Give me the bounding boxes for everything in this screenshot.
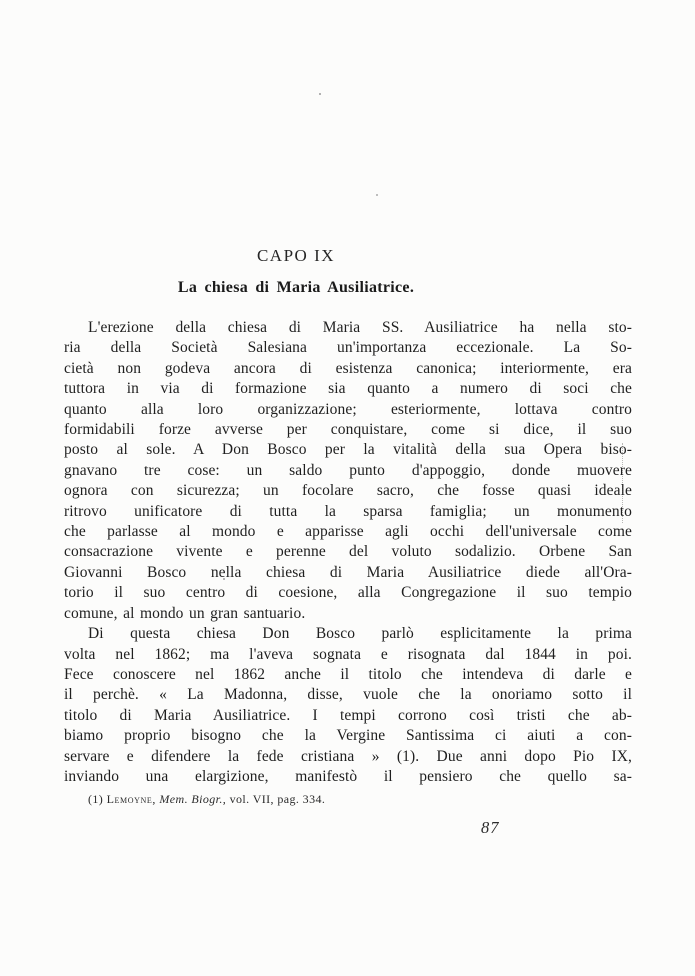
text-line: consacrazione vivente e perenne del voluto sodalizio. Orbene San — [64, 543, 632, 561]
scan-speck-artifact — [319, 93, 321, 95]
text-line: formidabili forze avverse per conquistare, come si dice, il suo — [64, 421, 632, 439]
body-text — [64, 318, 632, 787]
text-line: inviando una elargizione, manifestò il pensiero che quello sa- — [64, 767, 632, 785]
text-line: posto al sole. A Don Bosco per la vitalità della sua Opera biso- — [64, 441, 632, 459]
text-line: biamo proprio bisogno che la Vergine Santissima ci aiuti a con- — [64, 727, 632, 745]
chapter-heading: CAPO IX — [256, 246, 336, 265]
section-title: La chiesa di Maria Ausiliatrice. — [177, 279, 415, 296]
text-line: Giovanni Bosco nella chiesa di Maria Ausiliatrice diede all'Ora- — [64, 563, 632, 581]
text-line: titolo di Maria Ausiliatrice. I tempi corrono così tristi che ab- — [64, 706, 632, 724]
text-line: tuttora in via di formazione sia quanto a numero di soci che — [64, 380, 632, 398]
text-line: ria della Società Salesiana un'importanza eccezionale. La So- — [64, 339, 632, 357]
text-line: comune, al mondo un gran santuario. — [64, 604, 306, 622]
footnote-work-title: Mem. Biogr., — [159, 792, 227, 806]
paragraph-2 — [64, 624, 632, 787]
text-line: servare e difendere la fede cristiana » (1). Due anni dopo Pio IX, — [64, 747, 632, 765]
footnote-marker: (1) — [88, 792, 104, 806]
scan-speck-artifact — [376, 194, 378, 196]
text-line: Di questa chiesa Don Bosco parlò esplicitamente la prima — [88, 625, 632, 643]
text-line: gnavano tre cose: un saldo punto d'appoggio, donde muovere — [64, 461, 632, 479]
footnote — [64, 792, 632, 807]
text-line: ritrovo unificatore di tutta la sparsa famiglia; un monumento — [64, 502, 632, 520]
text-line: volta nel 1862; ma l'aveva sognata e risognata dal 1844 in poi. — [64, 645, 632, 663]
text-line: che parlasse al mondo e apparisse agli occhi dell'universale come — [64, 523, 632, 541]
text-line: Fece conoscere nel 1862 anche il titolo che intendeva di darle e — [64, 665, 632, 683]
paragraph-1 — [64, 318, 632, 624]
text-line: il perchè. « La Madonna, disse, vuole che la onoriamo sotto il — [64, 686, 632, 704]
text-line: L'erezione della chiesa di Maria SS. Ausiliatrice ha nella sto- — [88, 319, 632, 336]
footnote-author: Lemoyne, — [106, 792, 156, 806]
text-line: cietà non godeva ancora di esistenza canonica; interiormente, era — [64, 359, 632, 377]
page-number: 87 — [481, 818, 500, 837]
text-line: quanto alla loro organizzazione; esteriormente, lottava contro — [64, 400, 632, 418]
text-line: ognora con sicurezza; un focolare sacro, che fosse quasi ideale — [64, 482, 632, 500]
footnote-reference: vol. VII, pag. 334. — [229, 792, 326, 806]
text-line: torio il suo centro di coesione, alla Congregazione il suo tempio — [64, 584, 632, 602]
